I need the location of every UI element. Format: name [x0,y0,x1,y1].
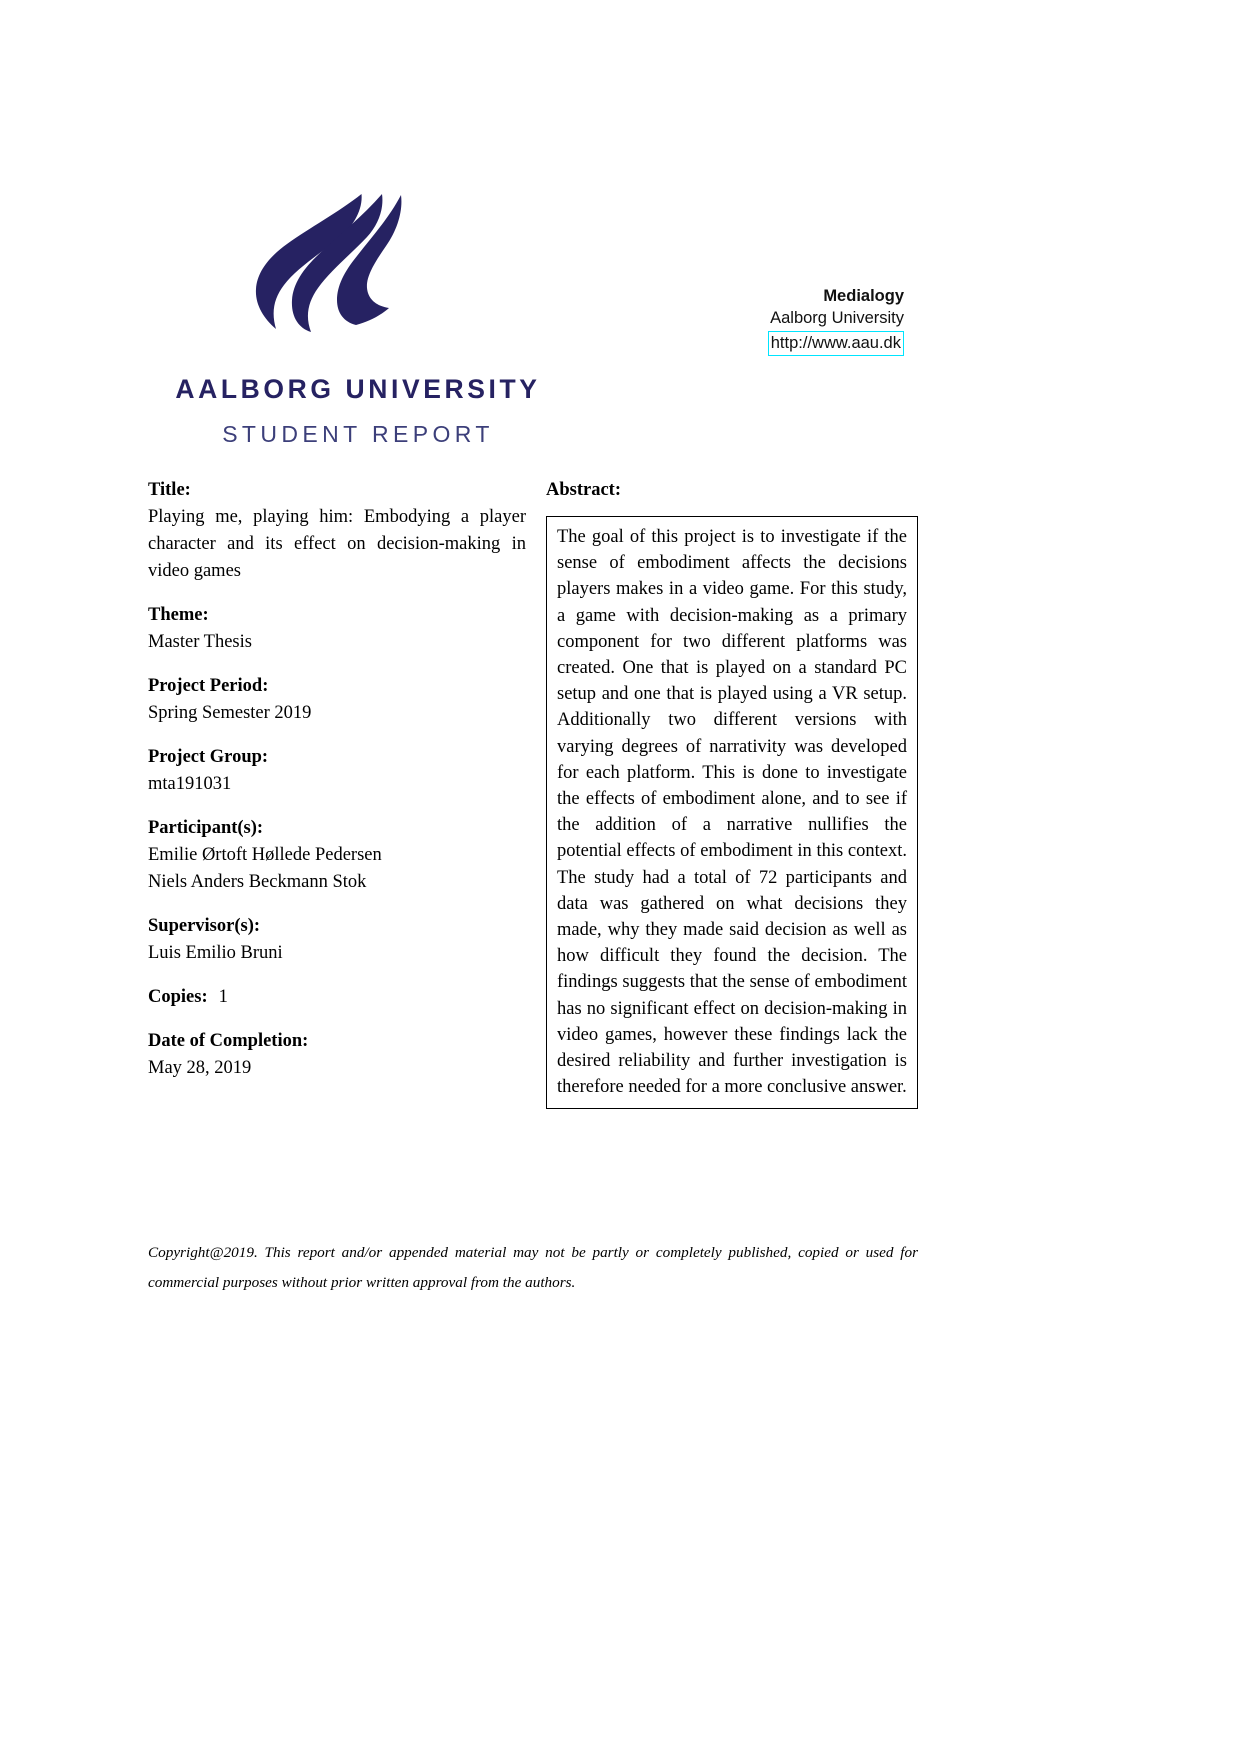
university-url-link[interactable]: http://www.aau.dk [770,334,901,352]
field-participants-label: Participant(s): [148,818,264,838]
field-title [148,477,526,585]
abstract-box [546,516,918,1109]
field-supervisors [148,913,526,967]
aalborg-university-logo-icon [243,192,418,332]
metadata-column [148,477,526,1082]
field-participants [148,815,526,896]
field-project-period [148,673,526,727]
logo-wordmark: AALBORG UNIVERSITY [175,374,541,404]
field-participants-value-2: Niels Anders Beckmann Stok [148,872,367,892]
field-project-group-label: Project Group: [148,747,269,767]
logo-subwordmark: STUDENT REPORT [222,421,494,447]
abstract-text: The goal of this project is to investigate if the sense of embodiment affects the decisions players makes in a video game. For this study, a game with decision-making as a primary component for two different platforms was created. One that is played on a standard PC setup and one that is played using a VR setup. Additionally two different versions with varying degrees of narrativity was developed for each platform. This is done to investigate the effects of embodiment alone, and to see if the addition of a narrative nullifies the potential effects of embodiment in this context. The study had a total of 72 participants and data was gathered on what decisions they made, why they made said decision as well as how difficult they found the decision. The findings suggests that the sense of embodiment has no significant effect on decision-making in video games, however these findings lack the desired reliability and further investigation is therefore needed for a more conclusive answer. [557,527,907,1098]
university-name: Aalborg University [770,309,904,327]
department-name: Medialogy [823,287,904,305]
field-project-period-label: Project Period: [148,676,269,696]
field-copies-value: 1 [218,987,228,1007]
field-theme-value: Master Thesis [148,632,252,652]
field-title-value: Playing me, playing him: Embodying a player character and its effect on decision-making in video games [148,507,526,581]
field-project-period-value: Spring Semester 2019 [148,703,312,723]
abstract-column [546,477,918,1109]
field-supervisors-label: Supervisor(s): [148,916,261,936]
field-title-label: Title: [148,480,191,500]
abstract-label: Abstract: [546,480,622,500]
copyright-notice: Copyright@2019. This report and/or appended material may not be partly or completely published, copied or used for commercial purposes without prior written approval from the authors. [148,1244,918,1291]
field-theme [148,602,526,656]
university-url-box[interactable] [768,331,904,356]
field-project-group [148,744,526,798]
field-date-of-completion-label: Date of Completion: [148,1031,309,1051]
department-header [768,285,904,356]
field-date-of-completion [148,1028,526,1082]
field-copies-label: Copies: [148,987,208,1007]
field-date-of-completion-value: May 28, 2019 [148,1058,252,1078]
field-supervisors-value: Luis Emilio Bruni [148,943,283,963]
field-theme-label: Theme: [148,605,209,625]
university-branding [148,192,568,448]
field-participants-value-1: Emilie Ørtoft Høllede Pedersen [148,845,382,865]
field-project-group-value: mta191031 [148,774,232,794]
field-copies [148,984,526,1011]
